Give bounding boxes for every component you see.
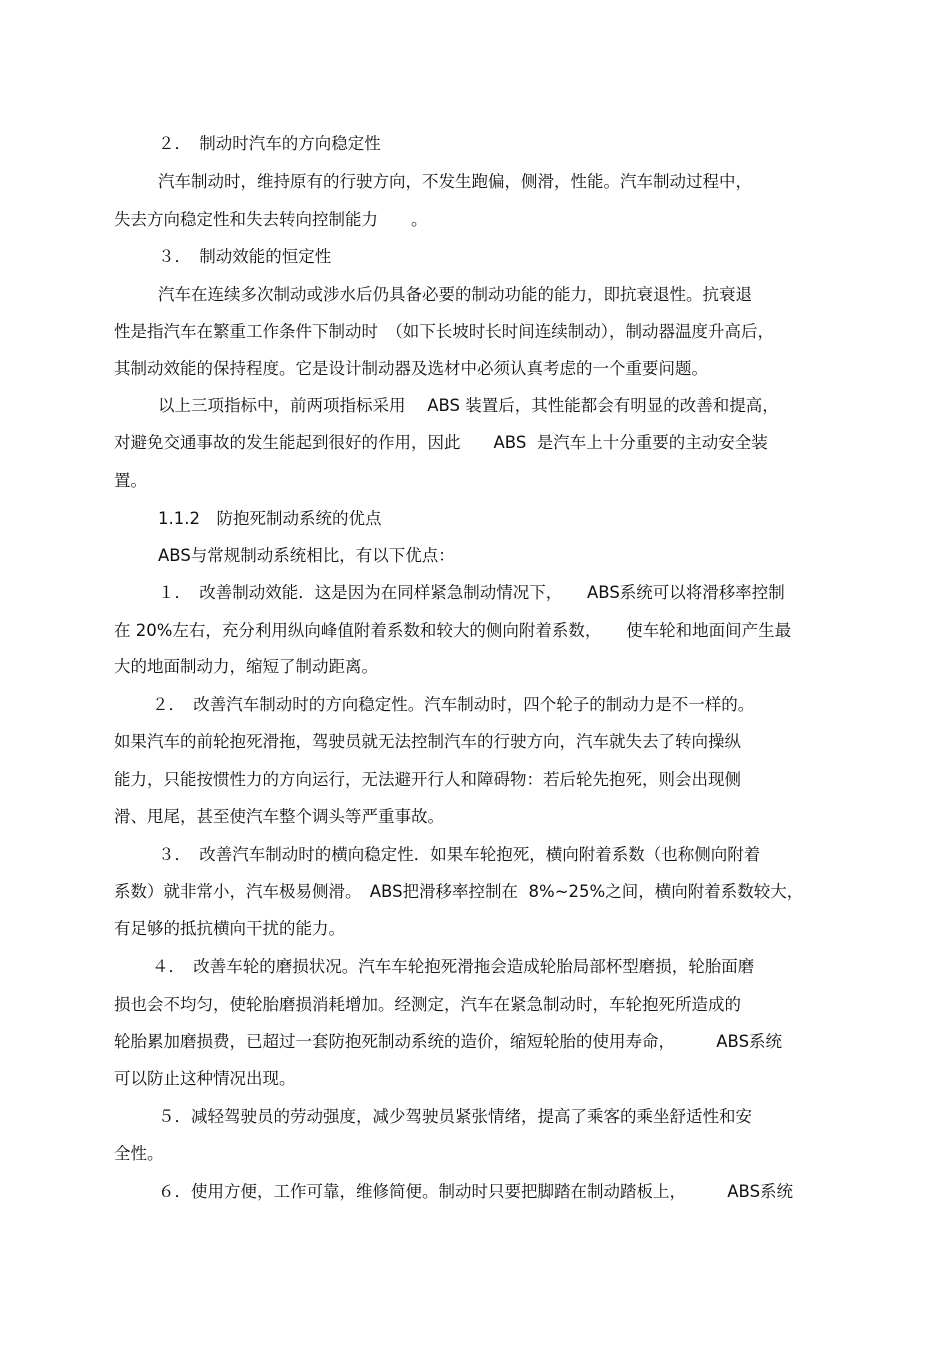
text-line: ５．减轻驾驶员的劳动强度，减少驾驶员紧张情绪，提高了乘客的乘坐舒适性和安 xyxy=(158,1107,752,1126)
text-line: 如果汽车的前轮抱死滑拖，驾驶员就无法控制汽车的行驶方向，汽车就失去了转向操纵 xyxy=(114,732,741,751)
text-line: ２． 改善汽车制动时的方向稳定性。汽车制动时，四个轮子的制动力是不一样的。 xyxy=(152,695,755,714)
text-line: 汽车在连续多次制动或涉水后仍具备必要的制动功能的能力，即抗衰退性。抗衰退 xyxy=(158,285,752,304)
text-line: 失去方向稳定性和失去转向控制能力 。 xyxy=(114,210,428,229)
text-line: ４． 改善车轮的磨损状况。汽车车轮抱死滑拖会造成轮胎局部杯型磨损，轮胎面磨 xyxy=(152,957,755,976)
text-line: 能力，只能按惯性力的方向运行，无法避开行人和障碍物：若后轮先抱死，则会出现侧 xyxy=(114,770,741,789)
text-line: 轮胎累加磨损费，已超过一套防抱死制动系统的造价，缩短轮胎的使用寿命， ABS系统 xyxy=(114,1032,783,1051)
text-line: 性是指汽车在繁重工作条件下制动时 （如下长坡时长时间连续制动），制动器温度升高后， xyxy=(114,322,774,341)
text-line: ３． 改善汽车制动时的横向稳定性．如果车轮抱死，横向附着系数（也称侧向附着 xyxy=(158,845,761,864)
text-line: 有足够的抵抗横向干扰的能力。 xyxy=(114,919,345,938)
text-line: 损也会不均匀，使轮胎磨损消耗增加。经测定，汽车在紧急制动时，车轮抱死所造成的 xyxy=(114,995,741,1014)
text-line: 可以防止这种情况出现。 xyxy=(114,1069,296,1088)
text-line: 在 20%左右，充分利用纵向峰值附着系数和较大的侧向附着系数， 使车轮和地面间产生最 xyxy=(114,621,792,640)
text-line: 以上三项指标中，前两项指标采用 ABS 装置后，其性能都会有明显的改善和提高， xyxy=(158,396,779,415)
section-heading: 1.1.2 防抱死制动系统的优点 xyxy=(158,509,382,528)
text-line: 大的地面制动力，缩短了制动距离。 xyxy=(114,657,378,676)
section-heading: ２． 制动时汽车的方向稳定性 xyxy=(158,134,381,153)
text-line: 置。 xyxy=(114,471,147,490)
text-line: 对避免交通事故的发生能起到很好的作用，因此 ABS 是汽车上十分重要的主动安全装 xyxy=(114,433,768,452)
text-line: １． 改善制动效能．这是因为在同样紧急制动情况下， ABS系统可以将滑移率控制 xyxy=(158,583,785,602)
text-line: 其制动效能的保持程度。它是设计制动器及选材中必须认真考虑的一个重要问题。 xyxy=(114,359,708,378)
text-line: ABS与常规制动系统相比，有以下优点： xyxy=(158,546,455,565)
text-line: ６．使用方便，工作可靠，维修简便。制动时只要把脚踏在制动踏板上， ABS系统 xyxy=(158,1182,794,1201)
section-heading: ３． 制动效能的恒定性 xyxy=(158,247,332,266)
text-line: 系数）就非常小，汽车极易侧滑。 ABS把滑移率控制在 8%~25%之间，横向附着系数较大， xyxy=(114,882,804,901)
text-line: 全性。 xyxy=(114,1144,164,1163)
text-line: 滑、甩尾，甚至使汽车整个调头等严重事故。 xyxy=(114,807,444,826)
text-line: 汽车制动时，维持原有的行驶方向，不发生跑偏，侧滑，性能。汽车制动过程中， xyxy=(158,172,752,191)
